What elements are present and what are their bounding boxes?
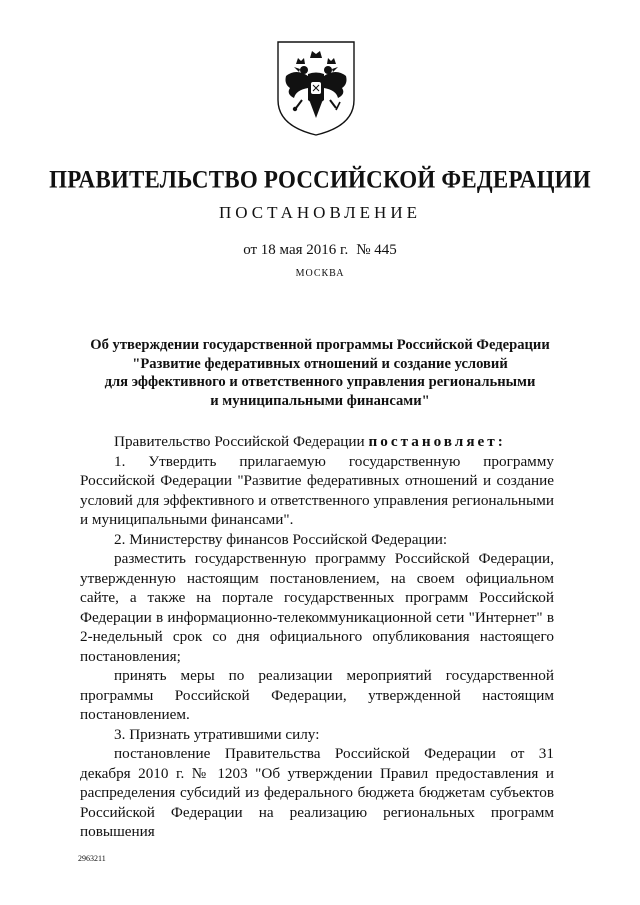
document-type: ПОСТАНОВЛЕНИЕ	[218, 203, 421, 222]
document-city: МОСКВА	[295, 268, 345, 279]
title-line: Об утверждении государственной программы Российской Федерации	[90, 337, 550, 353]
document-body	[80, 432, 554, 861]
coat-of-arms-emblem	[272, 38, 360, 138]
decree-word: постановляет:	[368, 433, 506, 450]
document-date: от 18 мая 2016 г.	[243, 242, 349, 258]
intro-paragraph	[80, 432, 554, 452]
document-number: № 445	[356, 242, 397, 258]
document-title	[60, 336, 580, 410]
document-date-line	[0, 242, 640, 259]
government-title: ПРАВИТЕЛЬСТВО РОССИЙСКОЙ ФЕДЕРАЦИИ	[49, 165, 591, 193]
title-line: и муниципальными финансами"	[210, 392, 430, 409]
paragraph-2a: разместить государственную программу Российской Федерации, утвержденную настоящим постановлением, на своем официальном сайте, а также на портале государственных программ Российской Федерации в информационно-телекоммуникационной сети "Интернет" в 2-недельный срок со дня официального опубликования настоящего постановления;	[80, 550, 554, 665]
paragraph-3: 3. Признать утратившими силу:	[114, 725, 320, 743]
paragraph-2b: принять меры по реализации мероприятий государственной программы Российской Федерации, утвержденной настоящим постановлением.	[80, 667, 554, 723]
intro-lead: Правительство Российской Федерации	[114, 433, 369, 450]
paragraph-1: 1. Утвердить прилагаемую государственную программу Российской Федерации "Развитие федеративных отношений и создание условий для эффективного и ответственного управления региональными и муниципальными финансами".	[80, 452, 554, 528]
footer-doc-code: 2963211	[78, 854, 106, 863]
paragraph-2: 2. Министерству финансов Российской Федерации:	[114, 530, 448, 548]
title-line: "Развитие федеративных отношений и создание условий	[132, 355, 508, 372]
paragraph-3a: постановление Правительства Российской Федерации от 31 декабря 2010 г. № 1203 "Об утверждении Правил предоставления и распределения субсидий из федерального бюджета бюджетам субъектов Российской Федерации на реализацию региональных программ повышения	[80, 745, 554, 840]
title-line: для эффективного и ответственного управления региональными	[104, 374, 536, 390]
